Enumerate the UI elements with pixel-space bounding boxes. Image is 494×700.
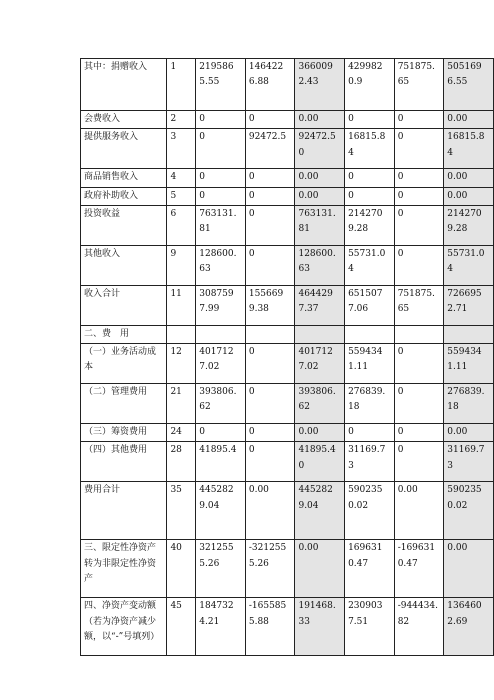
row-label: 收入合计 [81,285,167,325]
line-number: 4 [167,169,196,187]
amount-cell: 0 [394,344,444,384]
row-label: 提供服务收入 [81,129,167,169]
amount-cell: 763131.81 [196,205,246,245]
amount-cell: 0 [394,111,444,129]
amount-cell: 0 [245,442,295,482]
amount-cell: 0 [345,424,395,442]
amount-cell: 4452829.04 [295,482,345,540]
amount-cell: 191468.33 [295,598,345,656]
amount-cell: 0.00 [295,169,345,187]
amount-cell: -3212555.26 [245,540,295,598]
amount-cell: 2309037.51 [345,598,395,656]
amount-cell: 5051696.55 [444,59,494,111]
table-row [81,540,494,598]
statement-table [80,58,494,656]
amount-cell [345,325,395,343]
amount-cell: 5902350.02 [345,482,395,540]
amount-cell: 1364602.69 [444,598,494,656]
row-label: 费用合计 [81,482,167,540]
amount-cell: 0.00 [295,540,345,598]
amount-cell: -1696310.47 [394,540,444,598]
amount-cell: 31169.73 [345,442,395,482]
line-number: 3 [167,129,196,169]
amount-cell: 0.00 [444,540,494,598]
amount-cell: 5594341.11 [444,344,494,384]
amount-cell: 0.00 [394,482,444,540]
amount-cell: 92472.50 [295,129,345,169]
amount-cell: 1847324.21 [196,598,246,656]
table-row [81,598,494,656]
amount-cell: 0 [196,129,246,169]
amount-cell: 0 [345,187,395,205]
amount-cell: 276839.18 [345,384,395,424]
amount-cell: 763131.81 [295,205,345,245]
amount-cell: -1655855.88 [245,598,295,656]
table-row [81,344,494,384]
row-label: （四）其他费用 [81,442,167,482]
amount-cell: 0 [245,205,295,245]
amount-cell: 0 [394,129,444,169]
amount-cell: 41895.40 [295,442,345,482]
line-number: 11 [167,285,196,325]
amount-cell: 4017127.02 [295,344,345,384]
amount-cell: 0 [245,169,295,187]
row-label: 二、费 用 [81,325,167,343]
amount-cell: 0 [394,442,444,482]
amount-cell: 3212555.26 [196,540,246,598]
amount-cell: 6515077.06 [345,285,395,325]
amount-cell: 751875.65 [394,59,444,111]
line-number: 9 [167,245,196,285]
amount-cell: 0 [394,245,444,285]
amount-cell: 0 [245,384,295,424]
amount-cell: 751875.65 [394,285,444,325]
table-row [81,205,494,245]
line-number: 35 [167,482,196,540]
amount-cell: 0.00 [295,111,345,129]
row-label: 四、净资产变动额（若为净资产减少额，以“-”号填列） [81,598,167,656]
row-label: （二）管理费用 [81,384,167,424]
line-number: 1 [167,59,196,111]
line-number: 5 [167,187,196,205]
row-label: 三、限定性净资产转为非限定性净资产 [81,540,167,598]
row-label: 会费收入 [81,111,167,129]
amount-cell: 0.00 [295,187,345,205]
amount-cell: 0 [245,187,295,205]
amount-cell: 0.00 [444,111,494,129]
amount-cell: 0 [196,111,246,129]
amount-cell: 0 [196,424,246,442]
amount-cell: 1696310.47 [345,540,395,598]
amount-cell: 31169.73 [444,442,494,482]
amount-cell: 0.00 [444,169,494,187]
table-row [81,59,494,111]
row-label: 政府补助收入 [81,187,167,205]
amount-cell: 5902350.02 [444,482,494,540]
amount-cell: 3660092.43 [295,59,345,111]
amount-cell: 0.00 [245,482,295,540]
amount-cell: 128600.63 [295,245,345,285]
amount-cell: 3087597.99 [196,285,246,325]
amount-cell: 1556699.38 [245,285,295,325]
amount-cell [196,325,246,343]
amount-cell: 128600.63 [196,245,246,285]
table-row [81,111,494,129]
amount-cell: 0 [394,169,444,187]
amount-cell: 0 [345,169,395,187]
amount-cell: 393806.62 [295,384,345,424]
amount-cell: 16815.84 [345,129,395,169]
amount-cell: 0 [394,424,444,442]
amount-cell: 0 [345,111,395,129]
row-label: 其中：捐赠收入 [81,59,167,111]
amount-cell: 4299820.9 [345,59,395,111]
row-label: 商品销售收入 [81,169,167,187]
amount-cell: 7266952.71 [444,285,494,325]
amount-cell: 1464226.88 [245,59,295,111]
amount-cell [295,325,345,343]
line-number: 40 [167,540,196,598]
amount-cell: 5594341.11 [345,344,395,384]
amount-cell: 0 [245,111,295,129]
table-row [81,482,494,540]
amount-cell: 0 [245,344,295,384]
table-row [81,169,494,187]
line-number: 6 [167,205,196,245]
amount-cell: 0.00 [295,424,345,442]
amount-cell: 92472.5 [245,129,295,169]
amount-cell: 0 [394,205,444,245]
table-row [81,325,494,343]
amount-cell: 0 [245,424,295,442]
line-number: 28 [167,442,196,482]
amount-cell: 0 [394,384,444,424]
statement-body [81,59,494,656]
amount-cell: 0.00 [444,187,494,205]
amount-cell: 0 [245,245,295,285]
table-row [81,245,494,285]
amount-cell [245,325,295,343]
line-number: 45 [167,598,196,656]
row-label: 其他收入 [81,245,167,285]
amount-cell: 4644297.37 [295,285,345,325]
amount-cell: 2142709.28 [345,205,395,245]
amount-cell: 4452829.04 [196,482,246,540]
table-row [81,424,494,442]
amount-cell: 41895.4 [196,442,246,482]
table-row [81,442,494,482]
amount-cell: 2195865.55 [196,59,246,111]
table-row [81,384,494,424]
line-number: 12 [167,344,196,384]
row-label: （三）筹资费用 [81,424,167,442]
table-row [81,129,494,169]
line-number: 2 [167,111,196,129]
line-number: 21 [167,384,196,424]
amount-cell [394,325,444,343]
amount-cell: 0.00 [444,424,494,442]
line-number: 24 [167,424,196,442]
table-row [81,187,494,205]
amount-cell: 55731.04 [345,245,395,285]
amount-cell: 276839.18 [444,384,494,424]
amount-cell: 4017127.02 [196,344,246,384]
table-row [81,285,494,325]
amount-cell: 55731.04 [444,245,494,285]
row-label: （一）业务活动成本 [81,344,167,384]
amount-cell: 0 [196,169,246,187]
amount-cell: 2142709.28 [444,205,494,245]
row-label: 投资收益 [81,205,167,245]
line-number [167,325,196,343]
amount-cell: -944434.82 [394,598,444,656]
amount-cell: 393806.62 [196,384,246,424]
amount-cell: 0 [196,187,246,205]
amount-cell: 0 [394,187,444,205]
amount-cell: 16815.84 [444,129,494,169]
amount-cell [444,325,494,343]
